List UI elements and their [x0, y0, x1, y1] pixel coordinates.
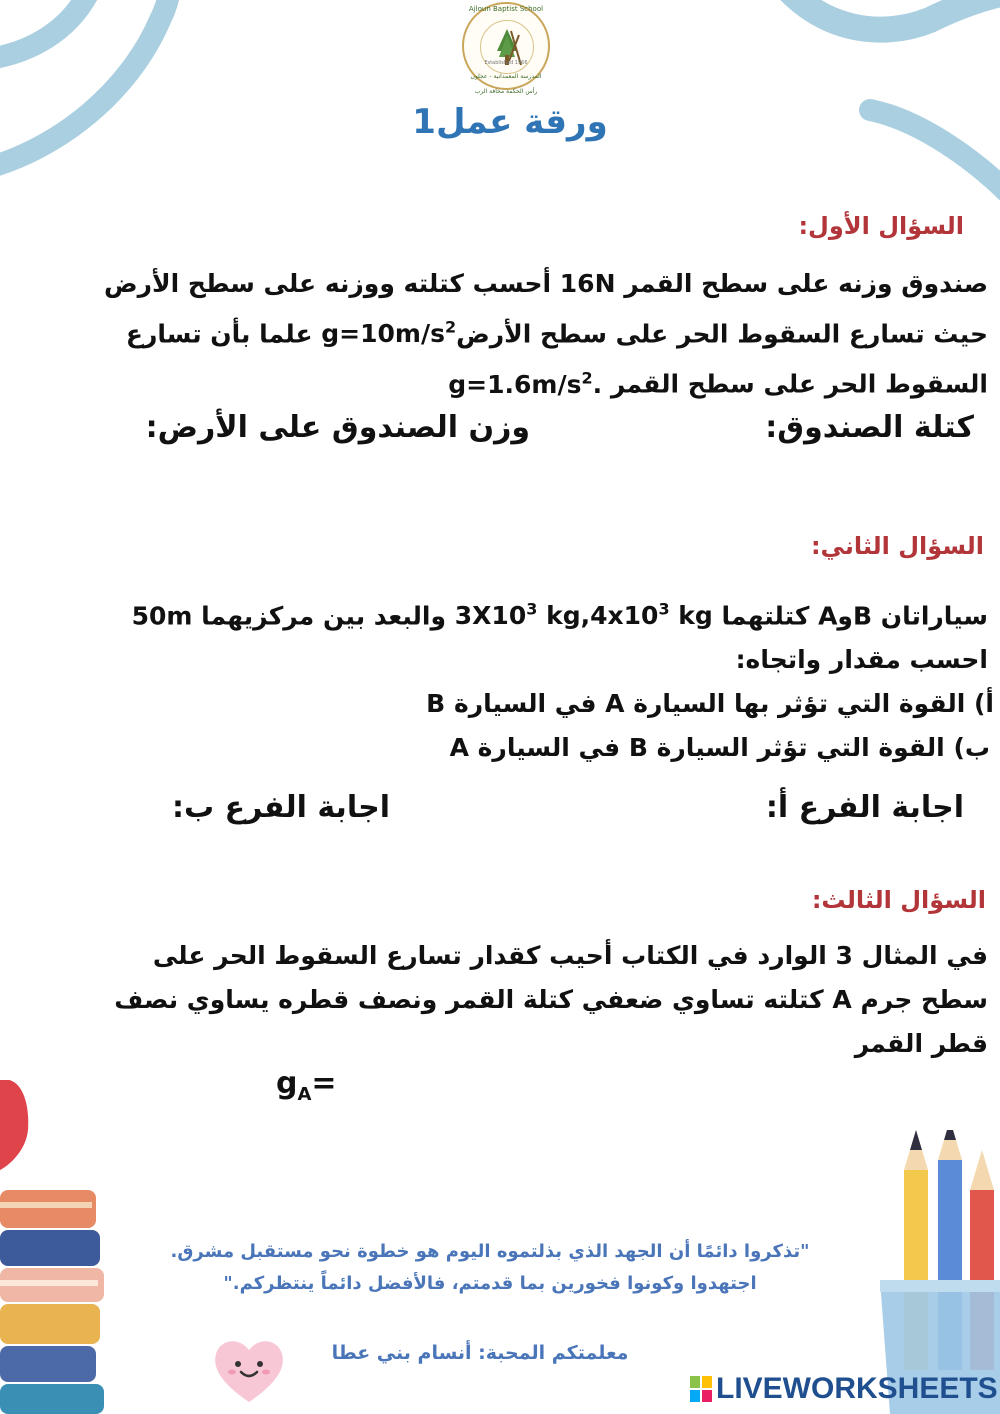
question-2-text [10, 588, 994, 770]
liveworksheets-logo-icon [690, 1376, 712, 1402]
question-2-line-3: أ) القوة التي تؤثر بها السيارة A في السيارة B [426, 689, 994, 719]
question-2-line-4: ب) القوة التي تؤثر السيارة B في السيارة A [449, 733, 990, 763]
school-logo [462, 2, 550, 90]
question-2-heading: السؤال الثاني: [810, 532, 984, 560]
question-3-text [10, 934, 988, 1066]
page-title: ورقة عمل1 [412, 102, 608, 142]
logo-school-name: Ajloun Baptist School [468, 5, 544, 13]
liveworksheets-brand [690, 1372, 998, 1406]
logo-school-name-ar: المدرسة المعمدانية - عجلون [470, 73, 542, 80]
top-right-swirl-decoration [760, 0, 1000, 200]
question-3-line-2: سطح جرم A كتلته تساوي ضعفي كتلة القمر ونصف قطره يساوي نصف [114, 985, 988, 1014]
question-2-line-2: احسب مقدار واتجاه: [735, 645, 988, 675]
question-3-line-3: قطر القمر [854, 1029, 988, 1058]
answer-box-mass-label: كتلة الصندوق: [765, 410, 974, 445]
question-3-line-1: في المثال 3 الوارد في الكتاب أحيب كقدار تسارع السقوط الحر على [152, 941, 988, 970]
formula-ga: $g_A=$ [276, 1066, 337, 1105]
question-3-heading: السؤال الثالث: [811, 886, 986, 914]
logo-motto: رأس الحكمة مخافة الرب [474, 88, 538, 95]
teacher-signature: معلمتكم المحبة: أنسام بني عطا [331, 1342, 629, 1364]
question-2-line-1: سياراتان BوA كتلتهما $3X10^3$ $kg,4x10^3$ kg والبعد بين مركزيهما 50m [131, 600, 988, 631]
heart-smiley-icon [212, 1336, 286, 1404]
answer-box-a-label: اجابة الفرع أ: [765, 790, 964, 825]
question-1-text [10, 262, 988, 407]
logo-established: Established 1966 [484, 60, 528, 66]
brand-text: LIVEWORKSHEETS [716, 1372, 998, 1405]
top-left-swirl-decoration [0, 0, 300, 190]
quote-line-1: "تذكروا دائمًا أن الجهد الذي بذلتموه اليوم هو خطوة نحو مستقبل مشرق. [170, 1241, 810, 1262]
answer-box-b-label: اجابة الفرع ب: [172, 790, 390, 825]
question-1-line-1: صندوق وزنه على سطح القمر 16N أحسب كتلته ووزنه على سطح الأرض [103, 269, 988, 298]
quote-line-2: اجتهدوا وكونوا فخورين بما قدمتم، فالأفضل دائماً ينتظركم." [223, 1273, 757, 1294]
motivational-quote [90, 1236, 890, 1300]
answer-box-weight-label: وزن الصندوق على الأرض: [145, 410, 530, 445]
question-1-line-2: حيث تسارع السقوط الحر على سطح $الأرضg=10m/s^2$ علما بأن تسارع [125, 318, 988, 349]
question-1-heading: السؤال الأول: [798, 212, 964, 240]
question-1-line-3: السقوط الحر على سطح القمر $g=1.6m/s^2$. [448, 368, 988, 399]
